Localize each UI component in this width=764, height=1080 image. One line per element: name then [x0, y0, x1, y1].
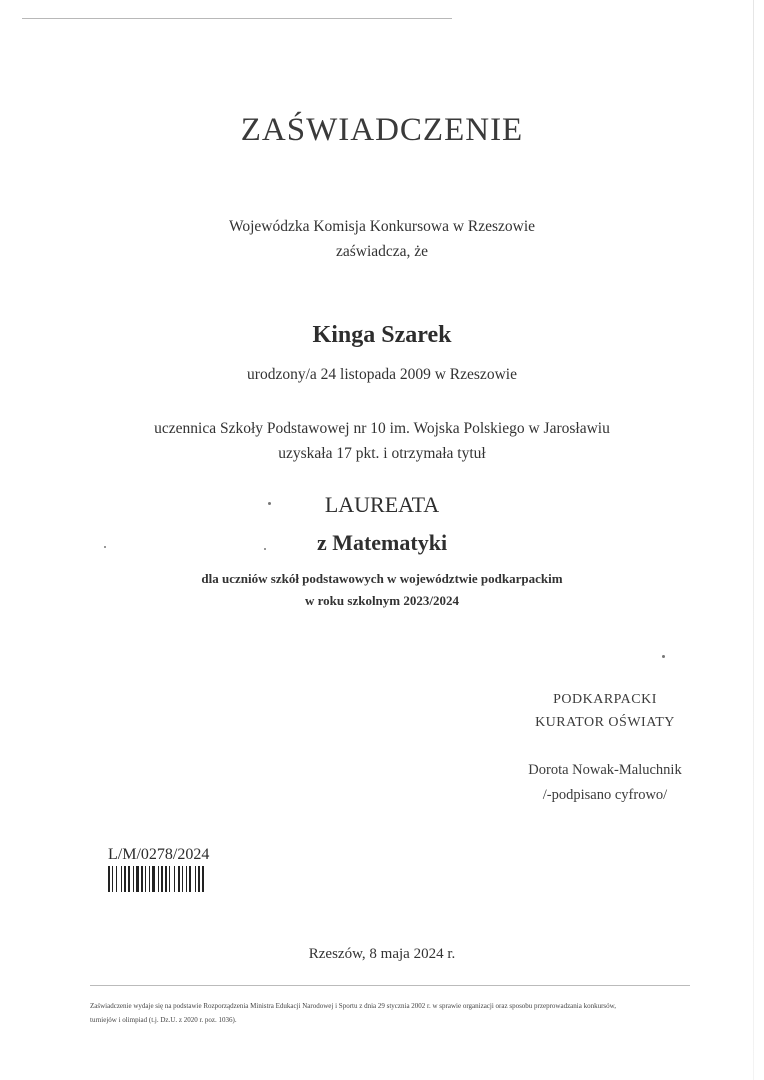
office-line: KURATOR OŚWIATY [535, 715, 675, 730]
birth-info: urodzony/a 24 listopada 2009 w Rzeszowie [247, 366, 517, 383]
scan-speck [662, 655, 665, 658]
top-scan-line [22, 18, 452, 19]
barcode-bar [149, 866, 150, 892]
signature-note: /-podpisano cyfrowo/ [542, 787, 668, 803]
barcode-bar [128, 866, 130, 892]
barcode-bar [112, 866, 113, 892]
signature-office [480, 688, 730, 734]
result-line: uzyskała 17 pkt. i otrzymała tytuł [278, 445, 486, 462]
place-date: Rzeszów, 8 maja 2024 r. [308, 946, 456, 962]
school-year-line: w roku szkolnym 2023/2024 [305, 593, 459, 608]
issuer-line: Wojewódzka Komisja Konkursowa w Rzeszowie [228, 218, 536, 235]
award-title: LAUREATA [324, 492, 440, 517]
scope-line: dla uczniów szkół podstawowych w województwie podkarpackim [201, 571, 563, 586]
barcode-bar [202, 866, 204, 892]
scan-speck [268, 502, 271, 505]
barcode-bar [189, 866, 191, 892]
certifies-line: zaświadcza, że [335, 243, 429, 260]
barcode-bar [158, 866, 159, 892]
footnote-line: Zaświadczenie wydaje się na podstawie Rozporządzenia Ministra Edukacji Narodowej i Sportu z dnia 29 stycznia 2002 r. w sprawie organizacji oraz sposobu przeprowadzania konkursów, [90, 1002, 616, 1010]
footnote-line: turniejów i olimpiad (t.j. Dz.U. z 2020 r. poz. 1036). [90, 1016, 237, 1024]
barcode-bar [169, 866, 170, 892]
barcode-bar [195, 866, 196, 892]
award-subject: z Matematyki [316, 530, 448, 555]
barcode-bar [108, 866, 110, 892]
barcode-bar [161, 866, 163, 892]
barcode [108, 866, 262, 892]
legal-footnote [90, 999, 700, 1027]
barcode-bar [124, 866, 126, 892]
barcode-bar [121, 866, 122, 892]
school-line: uczennica Szkoły Podstawowej nr 10 im. Wojska Polskiego w Jarosławiu [154, 420, 610, 437]
issuer-block [0, 214, 764, 264]
barcode-bar [165, 866, 167, 892]
barcode-bar [152, 866, 155, 892]
school-block [0, 416, 764, 466]
scan-speck [104, 546, 106, 548]
barcode-bar [141, 866, 143, 892]
barcode-bar [186, 866, 187, 892]
recipient-name: Kinga Szarek [312, 322, 452, 348]
barcode-bar [182, 866, 183, 892]
barcode-bar [174, 866, 175, 892]
document-title: ZAŚWIADCZENIE [240, 112, 524, 148]
reference-number: L/M/0278/2024 [108, 846, 210, 863]
scope-block [0, 568, 764, 612]
barcode-bar [145, 866, 146, 892]
barcode-bar [198, 866, 200, 892]
office-line: PODKARPACKI [553, 692, 657, 707]
signature-person [480, 758, 730, 808]
barcode-bar [133, 866, 134, 892]
signer-name: Dorota Nowak-Maluchnik [528, 762, 682, 778]
barcode-bar [136, 866, 139, 892]
barcode-bar [116, 866, 117, 892]
barcode-bar [178, 866, 180, 892]
scan-speck [264, 548, 266, 550]
footer-divider [90, 985, 690, 986]
